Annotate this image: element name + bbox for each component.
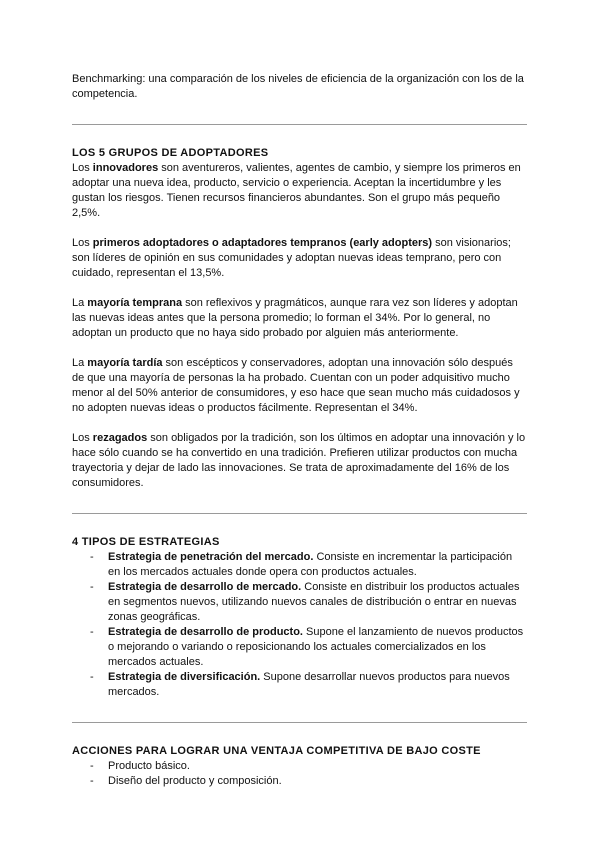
list-item — [72, 580, 527, 625]
adopter-term: mayoría temprana — [87, 297, 183, 309]
bullet-dash: - — [90, 775, 94, 787]
adopter-prefix: La — [72, 297, 88, 309]
action-text: Diseño del producto y composición. — [108, 775, 282, 787]
list-item — [72, 759, 527, 774]
strategies-list — [72, 550, 527, 700]
adopter-text: son visionarios; son líderes de opinión en sus comunidades y adoptan nuevas ideas temprano, pero con cuidado, representan el 13,5%. — [72, 237, 511, 279]
adopter-term: rezagados — [92, 432, 148, 444]
adopter-text: son obligados por la tradición, son los últimos en adoptar una innovación y lo hace sólo cuando se ha convertido en una tradición. Prefieren utilizar productos con mucha trayectoria y dejar de lado las innovaciones. Se trata de aproximadamente del 16% de los consumidores. — [72, 432, 526, 489]
adopter-paragraph-early-adopters — [72, 236, 527, 281]
strategy-text: Supone desarrollar nuevos productos para nuevos mercados. — [108, 671, 510, 698]
bullet-dash: - — [90, 551, 94, 563]
adopter-text: son aventureros, valientes, agentes de cambio, y siempre los primeros en adoptar una nueva idea, producto, servicio o experiencia. Aceptan la incertidumbre y les gustan los riesgos. Tienen recursos financieros abundantes. Son el grupo más pequeño 2,5%. — [72, 162, 521, 219]
strategy-term: Estrategia de diversificación. — [108, 671, 261, 683]
adopter-prefix: La — [72, 357, 88, 369]
adopter-paragraph-rezagados — [72, 431, 527, 491]
adopter-paragraph-mayoria-tardia — [72, 356, 527, 416]
bullet-dash: - — [90, 626, 94, 638]
list-item — [72, 774, 527, 789]
adopter-prefix: Los — [72, 162, 93, 174]
list-item — [72, 625, 527, 670]
strategy-term: Estrategia de desarrollo de mercado. — [108, 581, 302, 593]
adopter-prefix: Los — [72, 432, 93, 444]
intro-paragraph: Benchmarking: una comparación de los niveles de eficiencia de la organización con los de la competencia. — [72, 73, 524, 100]
strategy-term: Estrategia de desarrollo de producto. — [108, 626, 303, 638]
list-item — [72, 550, 527, 580]
adopter-prefix: Los — [72, 237, 93, 249]
strategy-text: Consiste en distribuir los productos actuales en segmentos nuevos, utilizando nuevos canales de distribución o entrar en nuevas zonas geográficas. — [108, 581, 520, 623]
adopters-heading: LOS 5 GRUPOS DE ADOPTADORES — [72, 147, 269, 159]
strategies-heading: 4 TIPOS DE ESTRATEGIAS — [72, 536, 220, 548]
bullet-dash: - — [90, 671, 94, 683]
bullet-dash: - — [90, 581, 94, 593]
adopter-paragraph-mayoria-temprana — [72, 296, 527, 341]
adopter-term: innovadores — [92, 162, 159, 174]
adopter-text: son escépticos y conservadores, adoptan una innovación sólo después de que una mayoría de personas la ha probado. Cuentan con un poder adquisitivo mucho menor al del 50% anterior de consumidores, y eso hace que sean mucho más cuidadosos y no adopten nuevas ideas o productos fácilmente. Representan el 34%. — [72, 357, 520, 414]
adopter-text: son reflexivos y pragmáticos, aunque rara vez son líderes y adoptan las nuevas ideas antes que la persona promedio; lo forman el 34%. Por lo general, no adoptan un producto que no haya sido probado por alguien más anteriormente. — [72, 297, 518, 339]
adopter-paragraph-innovadores — [72, 161, 527, 221]
action-text: Producto básico. — [108, 760, 190, 772]
adopter-term: primeros adoptadores o adaptadores tempranos (early adopters) — [92, 237, 433, 249]
bullet-dash: - — [90, 760, 94, 772]
document-content — [72, 72, 527, 789]
adopter-term: mayoría tardía — [87, 357, 163, 369]
actions-list — [72, 759, 527, 789]
strategy-text: Consiste en incrementar la participación en los mercados actuales donde opera con productos actuales. — [108, 551, 513, 578]
strategy-text: Supone el lanzamiento de nuevos productos o mejorando o variando o reposicionando los actuales comercializados en los mercados actuales. — [108, 626, 524, 668]
actions-heading: ACCIONES PARA LOGRAR UNA VENTAJA COMPETITIVA DE BAJO COSTE — [72, 745, 481, 757]
list-item — [72, 670, 527, 700]
strategy-term: Estrategia de penetración del mercado. — [108, 551, 314, 563]
